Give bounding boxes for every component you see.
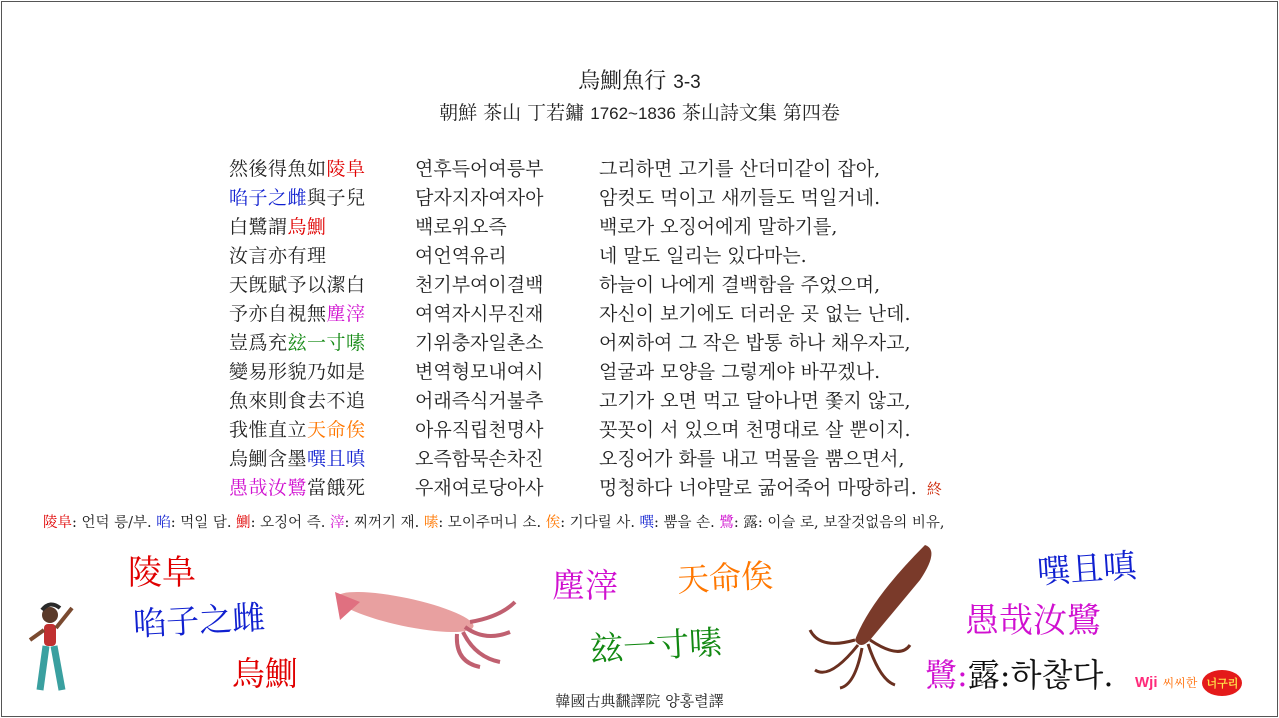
poem-hanja xyxy=(229,328,415,355)
big-word-chenzai: 塵滓 xyxy=(552,566,618,605)
glossary-definition: : 모이주머니 소. xyxy=(438,515,546,531)
dancer-figure-icon xyxy=(20,600,80,700)
translation-text: 꼿꼿이 서 있으며 천명대로 살 뿐이지. xyxy=(599,419,911,441)
big-word-xunqiechen: 噀且嗔 xyxy=(1035,545,1138,592)
hanja-segment: 然後得魚如 xyxy=(229,158,327,180)
poem-line xyxy=(229,240,1059,269)
glossary-definition: : 찌꺼기 재. xyxy=(344,515,424,531)
hanja-segment: 愚哉汝鷺 xyxy=(229,477,308,499)
big-word-lu: 鷺: xyxy=(925,656,968,694)
poem-line xyxy=(229,472,1059,501)
title-number: 3-3 xyxy=(673,72,701,93)
poem-translation xyxy=(599,299,1059,326)
poem-translation xyxy=(599,212,1059,239)
channel-logo xyxy=(1135,670,1242,696)
poem-translation xyxy=(599,183,1059,210)
poem-translation xyxy=(599,473,1059,500)
poem-translation xyxy=(599,415,1059,442)
poem-line xyxy=(229,269,1059,298)
poem-hanja xyxy=(229,241,415,268)
author: 朝鮮 茶山 丁若鏞 xyxy=(439,102,585,124)
poem-pronunciation: 우재여로당아사 xyxy=(415,477,544,499)
translation-text: 하늘이 나에게 결백함을 주었으며, xyxy=(599,274,881,296)
subtitle xyxy=(0,98,1279,125)
poem-pronunciation: 천기부여이결백 xyxy=(415,274,544,296)
glossary-term: 陵阜 xyxy=(43,515,72,531)
big-word-tianmingsi: 天命俟 xyxy=(676,556,775,600)
logo-text: 씨씨한 xyxy=(1162,676,1198,690)
glossary-definition: : 언덕 릉/부. xyxy=(72,515,157,531)
hanja-segment: 予亦自視無 xyxy=(229,303,327,325)
translation-credit: 韓國古典飜譯院 양홍렬譯 xyxy=(555,692,724,710)
glossary-term: 鰂 xyxy=(236,515,251,531)
logo-badge: 너구리 xyxy=(1202,670,1242,696)
poem-translation xyxy=(599,241,1059,268)
poem-translation xyxy=(599,357,1059,384)
poem-hanja xyxy=(229,299,415,326)
poem-hanja xyxy=(229,473,415,500)
glossary-term: 滓 xyxy=(329,515,345,531)
hanja-segment: 玆一寸嗉 xyxy=(287,332,366,354)
poem-table xyxy=(229,153,1059,501)
hanja-segment: 變易形貌乃如是 xyxy=(229,361,366,383)
big-word-wuze: 烏鰂 xyxy=(232,654,298,693)
poem-translation xyxy=(599,386,1059,413)
poem-pronunciation: 변역형모내여시 xyxy=(415,361,544,383)
glossary-definition: : 먹일 담. xyxy=(170,515,237,531)
big-word-danzizhici: 啗子之雌 xyxy=(132,597,267,644)
logo-mark: Wji xyxy=(1135,674,1158,691)
poem-pronunciation: 여언역유리 xyxy=(415,245,507,267)
glossary-definition: : 뿜을 손. xyxy=(654,515,720,531)
poem-line xyxy=(229,356,1059,385)
poem-hanja xyxy=(229,444,415,471)
translation-text: 백로가 오징어에게 말하기를, xyxy=(599,216,838,238)
poem-line xyxy=(229,443,1059,472)
translation-text: 어찌하여 그 작은 밥통 하나 채우자고, xyxy=(599,332,911,354)
poem-pronunciation: 연후득어여릉부 xyxy=(415,158,544,180)
poem-pronunciation: 아유직립천명사 xyxy=(415,419,544,441)
glossary-definition: : 오징어 즉. xyxy=(250,515,330,531)
poem-pronunciation: 어래즉식거불추 xyxy=(415,390,544,412)
translation-text: 네 말도 일리는 있다마는. xyxy=(599,245,807,267)
glossary-term: 鷺 xyxy=(719,515,734,531)
big-word-lingfu: 陵阜 xyxy=(128,553,196,593)
poem-translation xyxy=(599,154,1059,181)
translation-text: 멍청하다 너야말로 굶어죽어 마땅하리. xyxy=(599,477,917,499)
hanja-segment: 白鷺謂 xyxy=(229,216,288,238)
poem-line xyxy=(229,385,1059,414)
poem-line xyxy=(229,211,1059,240)
translation-text: 그리하면 고기를 산더미같이 잡아, xyxy=(599,158,881,180)
translation-text: 고기가 오면 먹고 달아나면 쫓지 않고, xyxy=(599,390,911,412)
hanja-segment: 天命俟 xyxy=(307,419,366,441)
hanja-segment: 啗子之雌 xyxy=(229,187,308,209)
glossary-line xyxy=(43,511,945,532)
poem-hanja xyxy=(229,154,415,181)
hanja-segment: 魚來則食去不追 xyxy=(229,390,366,412)
poem-hanja xyxy=(229,270,415,297)
source: 茶山詩文集 第四卷 xyxy=(681,102,840,124)
poem-hanja xyxy=(229,183,415,210)
glossary-definition: : 露: 이슬 로, 보잘것없음의 비유, xyxy=(733,515,945,531)
squid-illustration-left xyxy=(335,572,520,672)
poem-line xyxy=(229,153,1059,182)
hanja-segment: 烏鰂 xyxy=(287,216,327,238)
poem-pronunciation: 여역자시무진재 xyxy=(415,303,544,325)
years: 1762~1836 xyxy=(590,104,676,123)
poem-hanja xyxy=(229,386,415,413)
poem-pronunciation: 백로위오즉 xyxy=(415,216,507,238)
end-mark: 終 xyxy=(926,480,942,498)
poem-hanja xyxy=(229,357,415,384)
hanja-segment: 噀且嗔 xyxy=(307,448,366,470)
poem-translation xyxy=(599,444,1059,471)
hanja-segment: 當餓死 xyxy=(307,477,366,499)
glossary-term: 嗉 xyxy=(423,515,439,531)
poem-translation xyxy=(599,270,1059,297)
big-word-yuzairulu: 愚哉汝鷺 xyxy=(965,601,1101,641)
hanja-segment: 我惟直立 xyxy=(229,419,308,441)
poem-hanja xyxy=(229,212,415,239)
hanja-segment: 豈爲充 xyxy=(229,332,288,354)
poem-line xyxy=(229,414,1059,443)
translation-text: 자신이 보기에도 더러운 곳 없는 난데. xyxy=(599,303,911,325)
hanja-segment: 烏鰂含墨 xyxy=(229,448,308,470)
big-word-lu-meaning: 露:하찮다. xyxy=(967,656,1114,694)
hanja-segment: 塵滓 xyxy=(326,303,366,325)
hanja-segment: 與子兒 xyxy=(307,187,366,209)
translation-text: 얼굴과 모양을 그렇게야 바꾸겠나. xyxy=(599,361,881,383)
glossary-term: 俟 xyxy=(545,515,561,531)
big-word-ziyicunsu: 玆一寸嗉 xyxy=(589,622,724,669)
hanja-segment: 天旣賦予以潔白 xyxy=(229,274,366,296)
translation-text: 오징어가 화를 내고 먹물을 뿜으면서, xyxy=(599,448,905,470)
poem-line xyxy=(229,298,1059,327)
glossary-term: 噀 xyxy=(639,515,655,531)
glossary-definition: : 기다릴 사. xyxy=(560,515,640,531)
page-title xyxy=(0,64,1279,95)
poem-hanja xyxy=(229,415,415,442)
poem-pronunciation: 오즉함묵손차진 xyxy=(415,448,544,470)
hanja-segment: 陵阜 xyxy=(326,158,366,180)
poem-pronunciation: 담자지자여자아 xyxy=(415,187,544,209)
hanja-segment: 汝言亦有理 xyxy=(229,245,327,267)
poem-translation xyxy=(599,328,1059,355)
glossary-term: 啗 xyxy=(156,515,171,531)
poem-line xyxy=(229,182,1059,211)
squid-illustration-right xyxy=(800,540,940,690)
title-text: 烏鰂魚行 xyxy=(578,69,667,94)
poem-pronunciation: 기위충자일촌소 xyxy=(415,332,544,354)
poem-line xyxy=(229,327,1059,356)
translation-text: 암컷도 먹이고 새끼들도 먹일거네. xyxy=(599,187,881,209)
